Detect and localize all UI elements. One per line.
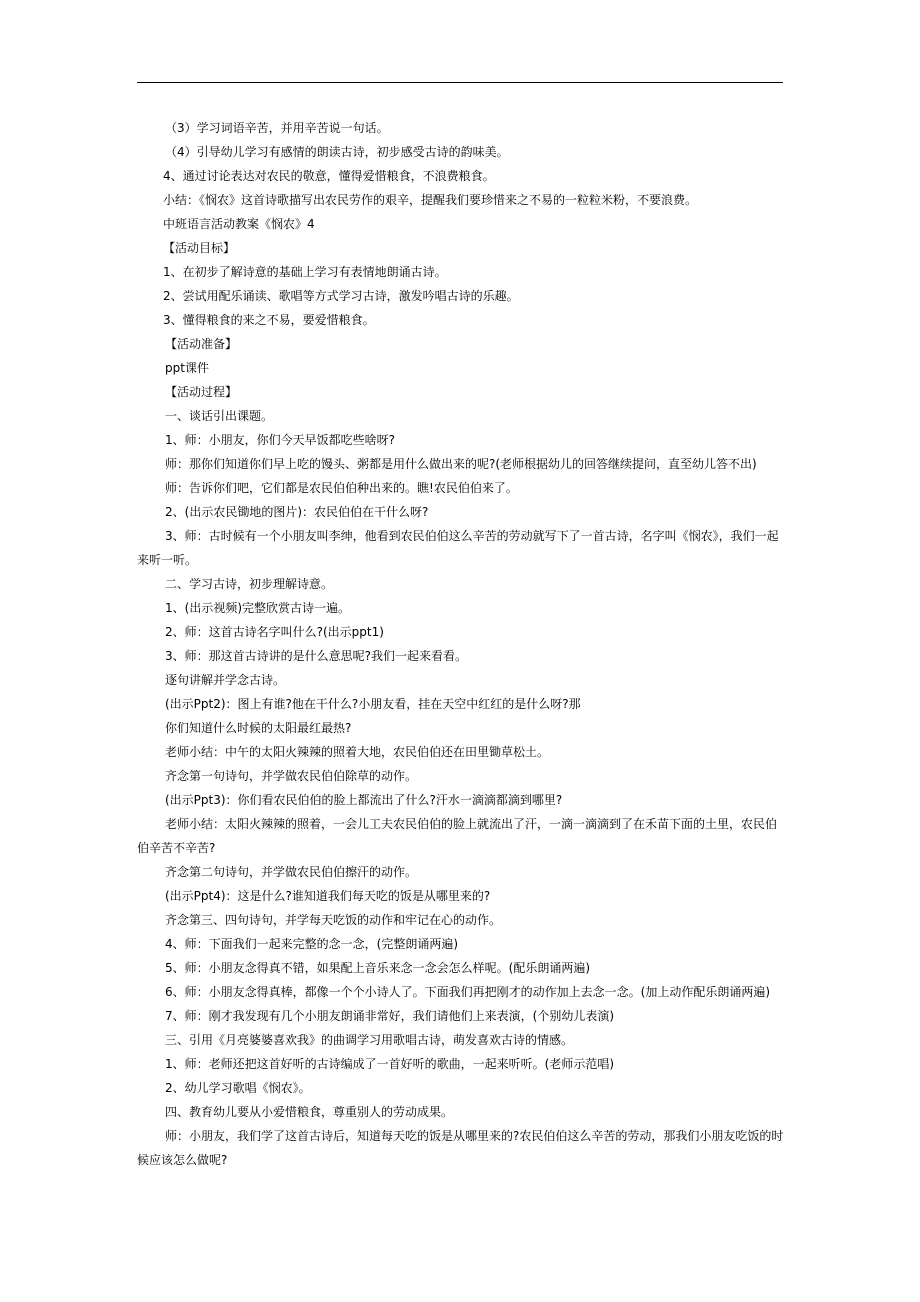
text-line: 6、师：小朋友念得真棒，都像一个个小诗人了。下面我们再把刚才的动作加上去念一念。(加上动作配乐朗诵两遍): [165, 985, 771, 999]
text-line: ppt课件: [165, 361, 209, 375]
text-line: 2、尝试用配乐诵读、歌唱等方式学习古诗，激发吟唱古诗的乐趣。: [163, 289, 519, 303]
text-line: (出示Ppt3)：你们看农民伯伯的脸上都流出了什么?汗水一滴滴都滴到哪里?: [165, 793, 563, 807]
text-line: （3）学习词语辛苦，并用辛苦说一句话。: [165, 121, 389, 135]
text-line: 一、谈话引出课题。: [165, 409, 274, 423]
text-paragraph: 3、师：古时候有一个小朋友叫李绅，他看到农民伯伯这么辛苦的劳动就写下了一首古诗，名字叫《悯农》，我们一起来听一听。: [137, 529, 779, 567]
text-line: 四、教育幼儿要从小爱惜粮食，尊重别人的劳动成果。: [165, 1105, 454, 1119]
text-line: 5、师：小朋友念得真不错，如果配上音乐来念一念会怎么样呢。(配乐朗诵两遍): [165, 961, 591, 975]
text-line: 2、(出示农民锄地的图片)：农民伯伯在干什么呀?: [165, 505, 429, 519]
text-line: 2、幼儿学习歌唱《悯农》。: [165, 1081, 311, 1095]
text-line: 三、引用《月亮婆婆喜欢我》的曲调学习用歌唱古诗，萌发喜欢古诗的情感。: [165, 1033, 574, 1047]
section-title: 中班语言活动教案《悯农》4: [163, 217, 315, 231]
text-paragraph: 老师小结：太阳火辣辣的照着，一会儿工夫农民伯伯的脸上就流出了汗，一滴一滴滴到了在禾苗下面的土里，农民伯伯辛苦不辛苦?: [137, 817, 778, 855]
document-body: [137, 116, 787, 1172]
text-line: 小结：《悯农》这首诗歌描写出农民劳作的艰辛，提醒我们要珍惜来之不易的一粒粒米粉，不要浪费。: [163, 193, 698, 207]
text-line: 逐句讲解并学念古诗。: [165, 673, 286, 687]
text-line: (出示Ppt4)：这是什么?谁知道我们每天吃的饭是从哪里来的?: [165, 889, 491, 903]
header-rule: [137, 82, 783, 83]
text-line: 2、师：这首古诗名字叫什么?(出示ppt1): [165, 625, 384, 639]
text-line: 齐念第三、四句诗句，并学每天吃饭的动作和牢记在心的动作。: [165, 913, 502, 927]
text-line: 4、师：下面我们一起来完整的念一念，(完整朗诵两遍): [165, 937, 459, 951]
text-line: 4、通过讨论表达对农民的敬意，懂得爱惜粮食，不浪费粮食。: [163, 169, 495, 183]
text-line: 3、懂得粮食的来之不易，要爱惜粮食。: [163, 313, 375, 327]
section-heading: 【活动准备】: [165, 337, 238, 351]
text-line: 1、师：老师还把这首好听的古诗编成了一首好听的歌曲，一起来听听。(老师示范唱): [165, 1057, 615, 1071]
text-line: 齐念第二句诗句，并学做农民伯伯擦汗的动作。: [165, 865, 418, 879]
text-line: (出示Ppt2)：图上有谁?他在干什么?小朋友看，挂在天空中红红的是什么呀?那: [165, 697, 581, 711]
text-line: 二、学习古诗，初步理解诗意。: [165, 577, 334, 591]
text-line: 师：告诉你们吧，它们都是农民伯伯种出来的。瞧!农民伯伯来了。: [165, 481, 518, 495]
text-line: 3、师：那这首古诗讲的是什么意思呢?我们一起来看看。: [165, 649, 468, 663]
text-line: 老师小结：中午的太阳火辣辣的照着大地，农民伯伯还在田里锄草松土。: [165, 745, 550, 759]
text-line: 你们知道什么时候的太阳最红最热?: [165, 721, 352, 735]
text-paragraph: 师：小朋友，我们学了这首古诗后，知道每天吃的饭是从哪里来的?农民伯伯这么辛苦的劳动，那我们小朋友吃饭的时候应该怎么做呢?: [137, 1129, 784, 1167]
section-heading: 【活动目标】: [163, 241, 236, 255]
text-line: 1、师：小朋友，你们今天早饭都吃些啥呀?: [165, 433, 396, 447]
section-heading: 【活动过程】: [165, 385, 238, 399]
text-line: （4）引导幼儿学习有感情的朗读古诗，初步感受古诗的韵味美。: [165, 145, 509, 159]
text-line: 师：那你们知道你们早上吃的馒头、粥都是用什么做出来的呢?(老师根据幼儿的回答继续提问，直至幼儿答不出): [165, 457, 757, 471]
text-line: 7、师：刚才我发现有几个小朋友朗诵非常好，我们请他们上来表演，(个别幼儿表演): [165, 1009, 615, 1023]
text-line: 1、(出示视频)完整欣赏古诗一遍。: [165, 601, 350, 615]
text-line: 1、在初步了解诗意的基础上学习有表情地朗诵古诗。: [163, 265, 447, 279]
text-line: 齐念第一句诗句，并学做农民伯伯除草的动作。: [165, 769, 418, 783]
